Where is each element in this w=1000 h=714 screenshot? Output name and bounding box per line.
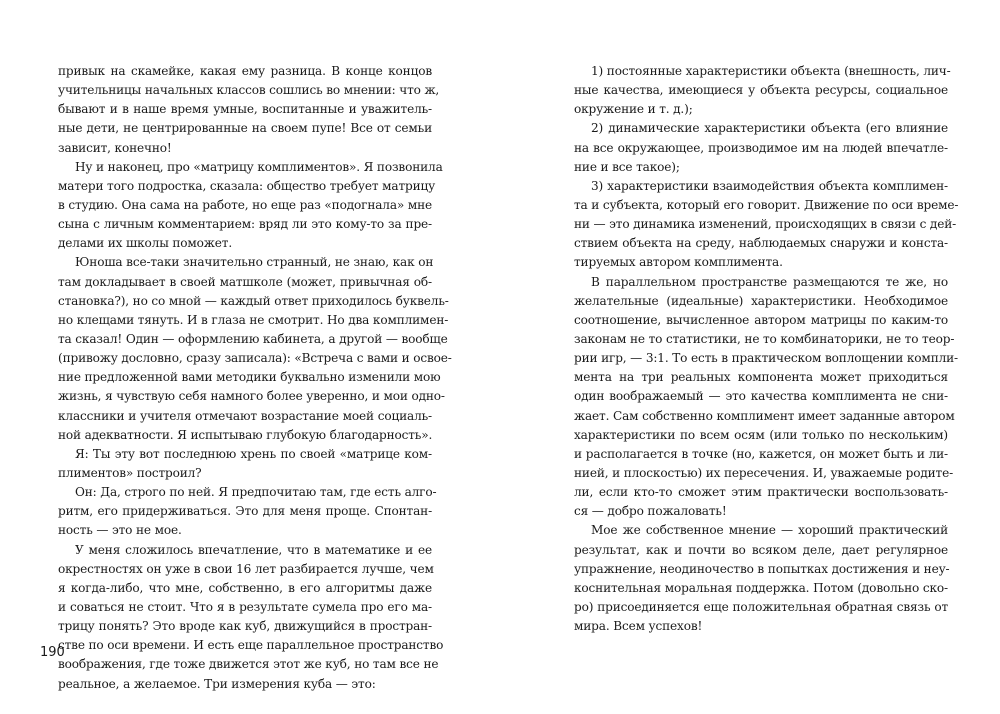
text-line: 1) постоянные характеристики объекта (внешность, лич- <box>591 64 951 78</box>
text-line: бывают и в наше время умные, воспитанные и уважитель- <box>58 102 432 117</box>
text-line: Мое же собственное мнение — хороший практический <box>591 523 948 538</box>
text-line: та и субъекта, который его говорит. Движение по оси време- <box>574 197 959 212</box>
text-line: мента на три реальных компонента может приходиться <box>574 370 948 385</box>
text-line: ли, если кто-то сможет этим практически воспользовать- <box>574 485 948 500</box>
left-page <box>58 62 452 694</box>
text-line: Я: Ты эту вот последнюю хрень по своей «матрице ком- <box>75 446 432 461</box>
text-line: классники и учителя отмечают возрастание моей социаль- <box>58 408 432 423</box>
text-line: ные дети, не центрированные на своем пупе! Все от семьи <box>58 121 432 136</box>
text-line: трицу понять? Это вроде как куб, движущийся в простран- <box>58 619 432 634</box>
text-line: зависит, конечно! <box>58 140 172 155</box>
text-line: воображения, где тоже движется этот же куб, но там все не <box>58 657 439 672</box>
text-line: делами их школы поможет. <box>58 236 233 251</box>
text-line: упражнение, неодиночество в попытках достижения и неу- <box>574 561 950 576</box>
text-line: соотношение, вычисленное автором матрицы по каким-то <box>574 312 948 327</box>
text-line: и располагается в точке (но, кажется, он может быть и ли- <box>574 446 948 461</box>
text-line: но клещами тянуть. И в глаза не смотрит. Но два комплимен- <box>58 312 449 327</box>
text-line: в студию. Она сама на работе, но еще раз «подогнала» мне <box>58 197 433 212</box>
text-line: ритм, его придерживаться. Это для меня проще. Спонтан- <box>58 504 432 519</box>
text-line: ни — это динамика изменений, происходящих в связи с дей- <box>574 217 957 232</box>
text-line: коснительная моральная поддержка. Потом (довольно ско- <box>574 580 948 595</box>
text-line: стве по оси времени. И есть еще параллельное пространство <box>58 638 444 653</box>
text-line: В параллельном пространстве размещаются те же, но <box>591 274 948 289</box>
text-line: тируемых автором комплимента. <box>574 255 783 270</box>
text-line: та сказал! Один — оформлению кабинета, а другой — вообще <box>58 331 448 346</box>
text-line: учительницы начальных классов сошлись во мнении: что ж, <box>58 83 440 98</box>
text-line: рии игр, — 3:1. То есть в практическом воплощении компли- <box>574 351 958 366</box>
text-line: я когда-либо, что мне, собственно, в его алгоритмы даже <box>58 580 432 595</box>
text-line: законам не то статистики, не то комбинаторики, не то теор- <box>574 331 955 346</box>
text-line: жизнь, я чувствую себя намного более уверенно, и мои одно- <box>58 389 445 404</box>
text-line: ро) присоединяется еще положительная обратная связь от <box>574 599 948 614</box>
text-line: ние предложенной вами методики буквально изменили мою <box>58 370 441 385</box>
text-line: жает. Сам собственно комплимент имеет заданные автором <box>574 408 955 423</box>
text-line: характеристики по всем осям (или только по нескольким) <box>574 427 948 442</box>
text-line: окрестностях он уже в свои 16 лет разбирается лучше, чем <box>58 561 434 576</box>
text-line: и соваться не стоит. Что я в результате сумела про его ма- <box>58 599 432 614</box>
text-line: плиментов» построил? <box>58 465 202 480</box>
text-line: ся — добро пожаловать! <box>574 504 727 519</box>
right-page <box>574 62 959 636</box>
text-line: У меня сложилось впечатление, что в математике и ее <box>75 542 432 557</box>
page-number: 190 <box>40 645 65 660</box>
text-line: ние и все такое); <box>574 159 680 174</box>
text-line: желательные (идеальные) характеристики. Необходимое <box>574 293 948 308</box>
text-line: результат, как и почти во всяком деле, дает регулярное <box>574 542 948 557</box>
text-line: реальное, а желаемое. Три измерения куба — это: <box>58 676 376 691</box>
text-line: ность — это не мое. <box>58 523 182 538</box>
text-line: один воображаемый — это качества комплимента не сни- <box>574 389 948 404</box>
text-line: 2) динамические характеристики объекта (его влияние <box>591 121 948 136</box>
text-line: ные качества, имеющиеся у объекта ресурсы, социальное <box>574 83 948 98</box>
text-line: ной адекватности. Я испытываю глубокую благодарность». <box>58 427 433 442</box>
text-line: привык на скамейке, какая ему разница. В конце концов <box>58 64 432 78</box>
text-line: 3) характеристики взаимодействия объекта комплимен- <box>591 178 948 193</box>
text-line: Он: Да, строго по ней. Я предпочитаю там, где есть алго- <box>75 485 437 500</box>
text-line: там докладывает в своей матшколе (может, привычная об- <box>58 274 432 289</box>
text-line: нией, и плоскостью) их пересечения. И, уважаемые родите- <box>574 465 954 480</box>
text-line: становка?), но со мной — каждый ответ приходилось буквель- <box>58 293 449 308</box>
text-line: на все окружающее, производимое им на людей впечатле- <box>574 140 948 155</box>
text-line: ствием объекта на среду, наблюдаемых снаружи и конста- <box>574 236 948 251</box>
text-line: (привожу дословно, сразу записала): «Встреча с вами и освое- <box>58 351 452 366</box>
text-line: окружение и т. д.); <box>574 102 693 117</box>
text-line: Ну и наконец, про «матрицу комплиментов». Я позвонила <box>75 159 443 174</box>
text-line: Юноша все-таки значительно странный, не знаю, как он <box>75 255 434 270</box>
text-line: сына с личным комментарием: вряд ли это кому-то за пре- <box>58 217 432 232</box>
text-line: матери того подростка, сказала: общество требует матрицу <box>58 178 436 193</box>
text-line: мира. Всем успехов! <box>574 619 703 634</box>
